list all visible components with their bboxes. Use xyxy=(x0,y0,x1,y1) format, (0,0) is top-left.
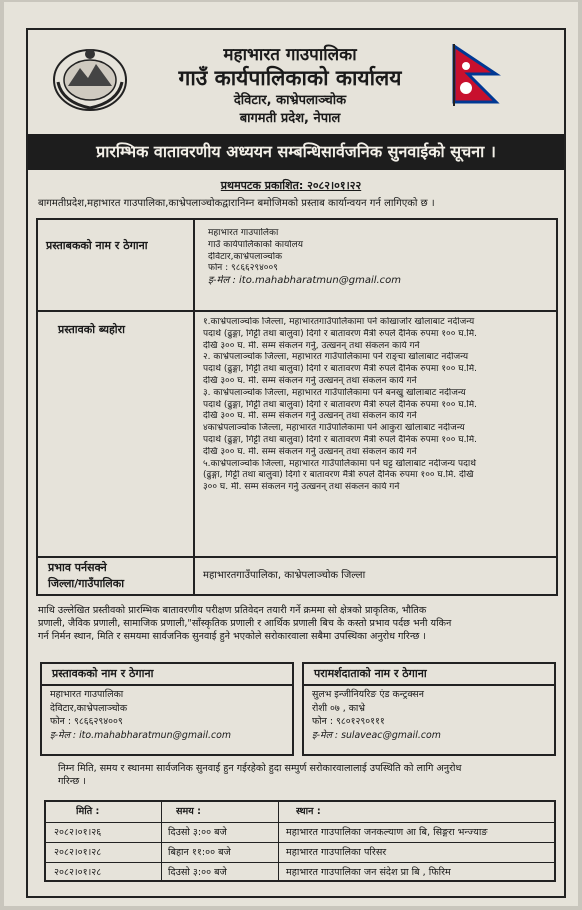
description-line: पदार्थ (ढुङ्गा, गिट्टी तथा बालुवा) दिगो र बातावरण मैत्री रुपले दैनिक रुपमा १०० घ.मि. xyxy=(203,328,477,339)
description-line: देखि ३०० घ. मी. सम्म संकलन गर्नु, उत्खनन् तथा संकलन कार्य गर्ने xyxy=(203,340,420,351)
description-line: ३. काभ्रेपलाञ्चोक जिल्ला, महाभारत गाउँपालिकामा पर्ने बनखु खोलाबाट नदीजन्य xyxy=(203,387,466,398)
proposer-contact-box xyxy=(40,662,294,756)
consultant-contact-box xyxy=(302,662,556,756)
table-row xyxy=(46,842,554,863)
notice-title-banner: प्रारम्भिक वातावरणीय अध्ययन सम्बन्धिसार्वजनिक सुनवाईको सूचना । xyxy=(28,134,564,170)
schedule-place: महाभारत गाउपालिका जनकल्याण आ बि, सिङ्गरा भन्ज्याङ xyxy=(286,827,488,838)
government-emblem-icon xyxy=(50,42,130,114)
proposer-details xyxy=(208,228,558,287)
proposer-line: गाउँ कार्यपालिकाको कार्यालय xyxy=(208,239,303,250)
proposer-contact-line: देविटार,काभ्रेपलाञ्चोक xyxy=(50,702,128,714)
schedule-time: दिउसो ३:०० बजे xyxy=(168,827,227,838)
paragraph-line: गर्न निर्मन स्थान, मिति र समयमा सार्वजनिक सुनवाई हुने भएकोले सरोकारवाला सबैमा उपस्थिका अनुरोध गरिन्छ । xyxy=(38,631,426,642)
affected-area-label-1: प्रभाव पर्नसक्ने xyxy=(48,561,107,574)
place-header: स्थान : xyxy=(296,806,321,817)
description-line: देखि ३०० घ. मी. सम्म संकलन गर्नु उत्खनन् तथा संकलन कार्य गर्ने xyxy=(203,411,417,422)
proposer-line: फोन : ९८६६२९४००९ xyxy=(208,263,278,274)
proposer-contact-heading: प्रस्तावकको नाम र ठेगाना xyxy=(42,664,292,686)
proposal-details-table xyxy=(36,218,558,596)
consultant-contact-heading: परामर्शदाताको नाम र ठेगाना xyxy=(304,664,554,686)
description-line: २. काभ्रेपलाञ्चोक जिल्ला, महाभारत गाउँपालिकामा पर्ने राङ्चा खोलाबाट नदीजन्य xyxy=(203,352,469,363)
notice-line: निम्न मिति, समय र स्थानमा सार्वजनिक सुनवाई हुन गईरहेको हुदा सम्पुर्ण सरोकारवालालाई उपस्थिति को लागि अनुरोध xyxy=(58,763,462,774)
affected-area-value: महाभारतगाउँपालिका, काभ्रेपलाञ्चोक जिल्ला xyxy=(203,570,366,581)
municipality-name: महाभारत गाउपालिका xyxy=(223,45,357,65)
proposer-email: इ-मेल : ito.mahabharatmun@gmail.com xyxy=(208,275,402,287)
proposer-label: प्रस्ताबकको नाम र ठेगाना xyxy=(46,239,148,252)
description-line: १.काभ्रेपलाञ्चोक जिल्ला, महाभारतगाउँपालिकामा पर्ने कोखाजोर खोलाबाट नदीजन्य xyxy=(203,317,475,327)
description-line: देखि ३०० घ. मी. सम्म संकलन गर्नु उत्खनन् तथा संकलन कार्य गर्ने xyxy=(203,446,417,457)
notice-line: गरिन्छ । xyxy=(58,776,86,787)
schedule-date: २०८२।०१।२८ xyxy=(54,867,102,878)
paragraph-line: प्रणाली, जैविक प्रणाली, सामाजिक प्रणाली,"साँस्कृतिक प्रणाली र आर्थिक प्रणाली बिच के कस्तो प्रभाव पर्दछ भनी यकिन xyxy=(38,618,452,629)
body-paragraph xyxy=(38,604,558,643)
description-line: देखि ३०० घ. मी. सम्म संकलन गर्नु उत्खनन् तथा संकलन कार्य गर्ने xyxy=(203,375,417,386)
consultant-contact-email: इ-मेल : sulaveac@gmail.com xyxy=(312,729,441,741)
publication-date: प्रथमपटक प्रकाशित: २०८२।०१।२२ xyxy=(220,179,362,192)
description-line: पदार्थ (ढुङ्गा, गिट्टी तथा बालुवा) दिगो र बातावरण मैत्री रुपले दैनिक रुपमा १०० घ.मि. xyxy=(203,364,477,375)
description-line: (ढुङ्गा, गिट्टी तथा बालुवा) दिगो र बातावरण मैत्री रुपले दैनिक रुपमा १०० घ.मि. देखि xyxy=(203,470,474,481)
description-line: ३०० घ. मी. सम्म संकलन गर्नु उत्खनन् तथा संकलन कार्य गर्ने xyxy=(203,482,400,493)
schedule-header-row xyxy=(46,802,554,822)
office-name: गाउँ कार्यपालिकाको कार्यालय xyxy=(178,66,402,90)
proposer-contact-email: इ-मेल : ito.mahabharatmun@gmail.com xyxy=(50,729,231,741)
schedule-time: बिहान ११:०० बजे xyxy=(168,847,231,858)
consultant-contact-line: रोशी ०७ , काभ्रे xyxy=(312,702,365,714)
consultant-contact-line: सुलभ इन्जीनियरिङ एंड कन्ट्रक्सन xyxy=(312,689,424,700)
table-row xyxy=(46,862,554,883)
consultant-contact-line: फोन : ९८०१२९०१११ xyxy=(312,716,385,727)
contacts-table xyxy=(40,662,556,756)
province-address: बागमती प्रदेश, नेपाल xyxy=(239,111,341,126)
intro-text: बागमतीप्रदेश,महाभारत गाउपालिका,काभ्रेपलाञ्चोकद्वारानिम्न बमोजिमको प्रस्ताब कार्यान्वयन गर्न लागिएको छ । xyxy=(38,198,435,209)
affected-area-label-2: जिल्ला/गाउँपालिका xyxy=(48,577,125,590)
schedule-date: २०८२।०१।२६ xyxy=(54,827,102,838)
time-header: समय : xyxy=(176,806,201,817)
schedule-time: दिउसो ३:०० बजे xyxy=(168,867,227,878)
proposer-line: देविटार,काभ्रेपलाञ्चोक xyxy=(208,251,282,262)
description-line: ४काभ्रेपलाञ्चोक जिल्ला, महाभारत गाउँपालिकामा पर्ने आकुरा खोलाबाट नदीजन्य xyxy=(203,423,465,434)
proposer-contact-line: महाभारत गाउपालिका xyxy=(50,689,124,700)
date-header: मिति : xyxy=(76,806,100,817)
proposer-contact-line: फोन : ९८६६२९४००९ xyxy=(50,716,123,727)
schedule-place: महाभारत गाउपालिका परिसर xyxy=(286,847,387,858)
description-line: पदार्थ (ढुङ्गा, गिट्टी तथा बालुवा) दिगो र बातावरण मैत्री रुपले दैनिक रुपमा १०० घ.मि. xyxy=(203,399,477,410)
description-line: पदार्थ (ढुङ्गा, गिट्टी तथा बालुवा) दिगो र बातावरण मैत्री रुपले दैनिक रुपमा १०० घ.मि. xyxy=(203,434,477,445)
proposal-description xyxy=(203,317,553,494)
proposal-description-label: प्रस्तावको ब्यहोरा xyxy=(58,323,126,336)
description-line: ५.काभ्रेपलाञ्चोक जिल्ला, महाभारत गाउँपालिकामा पर्ने घट्ट खोलाबाट नदीजन्य पदार्थ xyxy=(203,458,476,469)
office-address: देविटार, काभ्रेपलाञ्चोक xyxy=(233,93,347,108)
hearing-notice xyxy=(58,762,558,788)
table-row xyxy=(46,822,554,843)
paragraph-line: माथि उल्लेखित प्रस्तीवको प्रारम्भिक बातावरणीय परीक्षण प्रतिवेदन तयारी गर्ने क्रममा सो क्षेत्रको प्राकृतिक, भौतिक xyxy=(38,605,427,616)
schedule-date: २०८२।०१।२८ xyxy=(54,847,102,858)
nepal-flag-icon xyxy=(450,44,502,106)
hearing-schedule-table xyxy=(44,800,556,882)
schedule-place: महाभारत गाउपालिका जन संदेश प्रा बि , फिरिम xyxy=(286,867,451,878)
proposer-line: महाभारत गाउपालिका xyxy=(208,228,279,238)
